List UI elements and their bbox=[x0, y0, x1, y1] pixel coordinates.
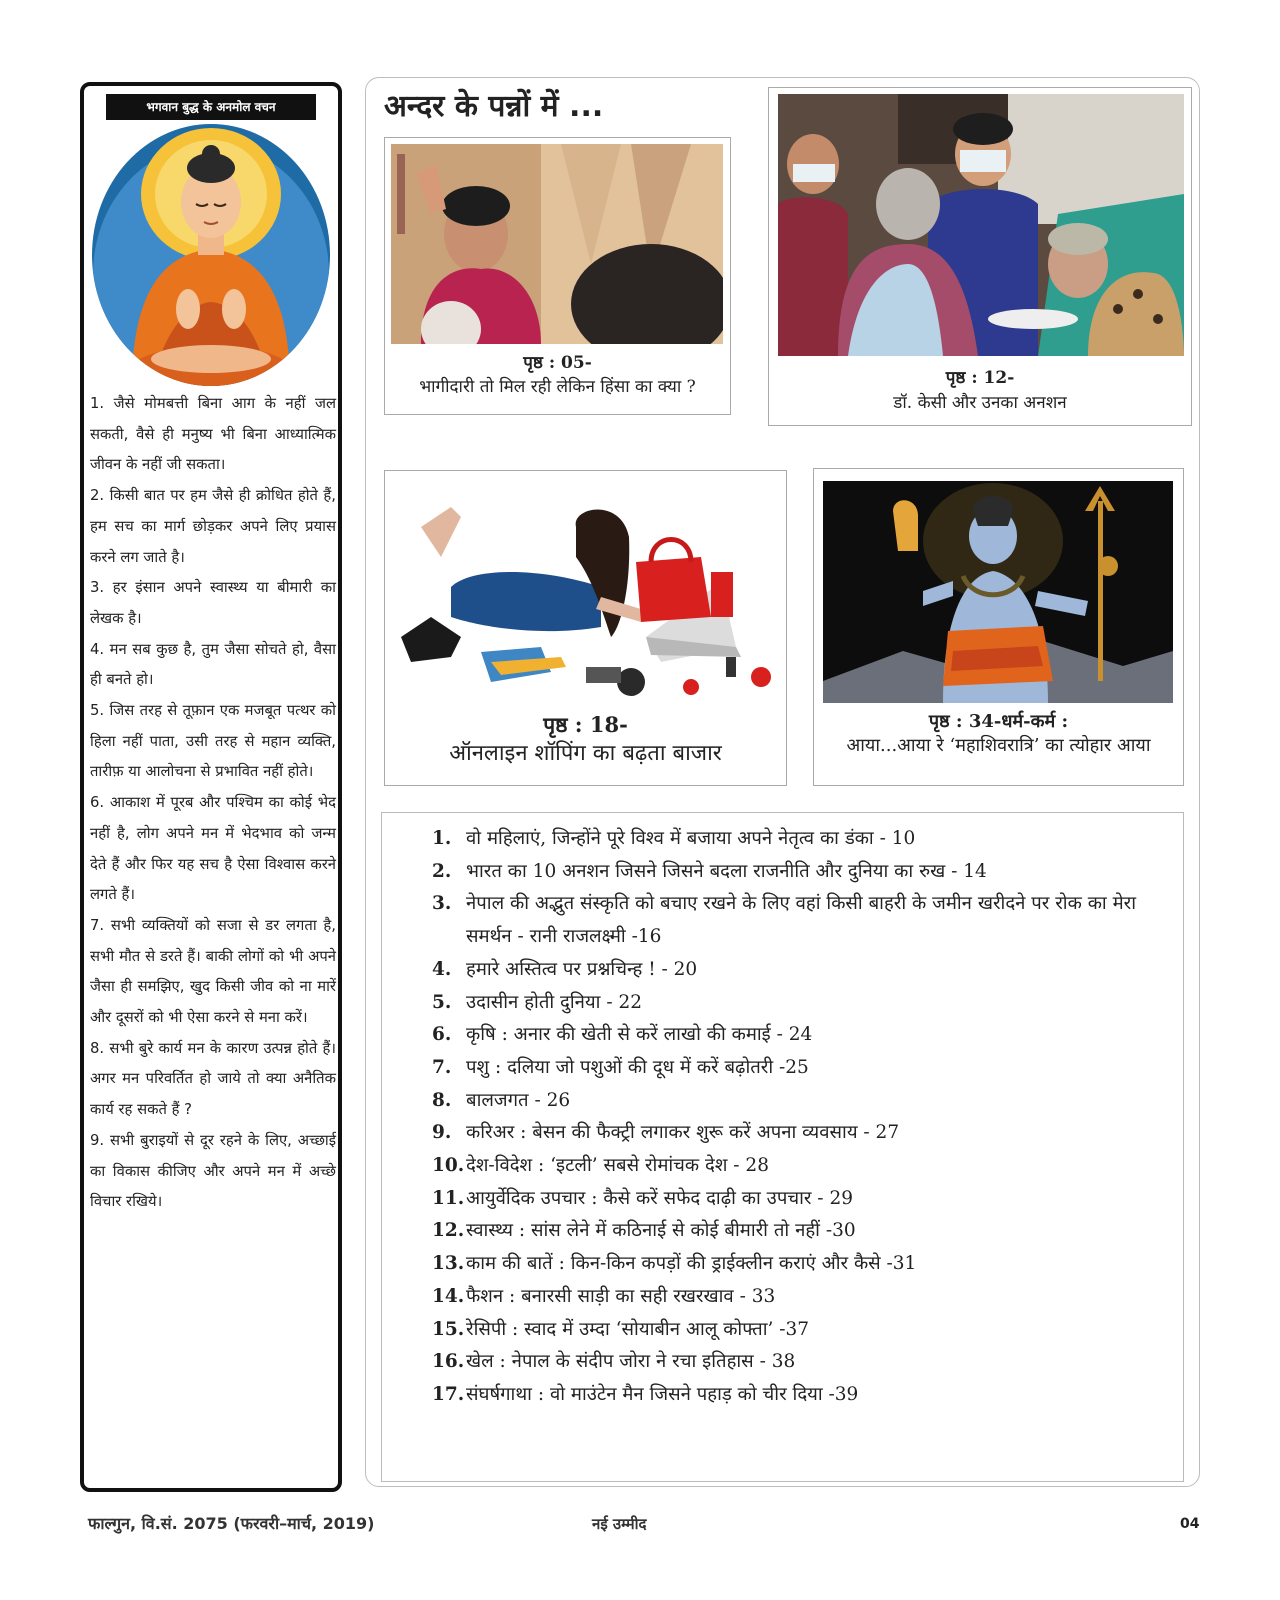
footer-page-number: 04 bbox=[1180, 1516, 1200, 1532]
buddha-image bbox=[92, 124, 330, 386]
contents-item[interactable] bbox=[432, 856, 1162, 889]
contents-item-number: 8. bbox=[432, 1089, 452, 1111]
footer-magazine-name: नई उम्मीद bbox=[592, 1515, 647, 1533]
contents-item-number: 14. bbox=[432, 1285, 465, 1307]
feature-page-label: पृष्ठ : 34-धर्म-कर्म : bbox=[928, 711, 1069, 732]
contents-item[interactable] bbox=[432, 1085, 1162, 1118]
contents-item[interactable] bbox=[432, 1248, 1162, 1281]
feature-card-page-18[interactable] bbox=[384, 470, 787, 786]
feature-card-page-05[interactable] bbox=[384, 137, 731, 415]
contents-box bbox=[381, 812, 1184, 1482]
contents-item[interactable] bbox=[432, 1183, 1162, 1216]
quotes-list bbox=[90, 389, 336, 1218]
contents-item-text: करिअर : बेसन की फैक्ट्री लगाकर शुरू करें अपना व्यवसाय - 27 bbox=[466, 1122, 900, 1144]
quote-item: 5. जिस तरह से तूफ़ान एक मजबूत पत्थर को हिला नहीं पाता, उसी तरह से महान व्यक्ति, तारीफ़ या आलोचना से प्रभावित नहीं होते। bbox=[90, 702, 336, 781]
contents-item-text: खेल : नेपाल के संदीप जोरा ने रचा इतिहास - 38 bbox=[466, 1351, 796, 1373]
contents-item-text: हमारे अस्तित्व पर प्रश्नचिन्ह ! - 20 bbox=[466, 958, 698, 980]
feature-title: भागीदारी तो मिल रही लेकिन हिंसा का क्या ? bbox=[419, 377, 696, 397]
contents-item-text: भारत का 10 अनशन जिसने जिसने बदला राजनीति और दुनिया का रुख - 14 bbox=[466, 860, 987, 882]
contents-item[interactable] bbox=[432, 1314, 1162, 1347]
contents-item-text: आयुर्वेदिक उपचार : कैसे करें सफेद दाढ़ी का उपचार - 29 bbox=[466, 1187, 853, 1209]
contents-item-number: 16. bbox=[432, 1351, 465, 1373]
contents-item-text: देश-विदेश : ‘इटली’ सबसे रोमांचक देश - 28 bbox=[466, 1155, 769, 1177]
contents-item[interactable] bbox=[432, 954, 1162, 987]
feature-title: डॉ. केसी और उनका अनशन bbox=[893, 393, 1067, 413]
contents-item-number: 11. bbox=[432, 1187, 465, 1209]
footer-issue-date: फाल्गुन, वि.सं. 2075 (फरवरी–मार्च, 2019) bbox=[88, 1514, 375, 1533]
feature-page-label: पृष्ठ : 05- bbox=[523, 353, 592, 373]
quote-item: 4. मन सब कुछ है, तुम जैसा सोचते हो, वैसा ही बनते हो। bbox=[90, 640, 336, 689]
quote-item: 8. सभी बुरे कार्य मन के कारण उत्पन्न होते हैं। अगर मन परिवर्तित हो जाये तो क्या अनैतिक कार्य रह सकते हैं ? bbox=[90, 1039, 336, 1119]
feature-page-label: पृष्ठ : 12- bbox=[945, 368, 1015, 388]
contents-item-text: रेसिपी : स्वाद में उम्दा ‘सोयाबीन आलू कोफ्ता’ -37 bbox=[466, 1318, 810, 1340]
contents-item[interactable] bbox=[432, 1052, 1162, 1085]
contents-item-text: बालजगत - 26 bbox=[466, 1089, 571, 1111]
contents-item-number: 5. bbox=[432, 991, 452, 1013]
contents-item-text: कृषि : अनार की खेती से करें लाखो की कमाई - 24 bbox=[466, 1024, 813, 1046]
contents-item-number: 15. bbox=[432, 1318, 465, 1340]
contents-item-number: 9. bbox=[432, 1122, 452, 1144]
contents-item-text: फैशन : बनारसी साड़ी का सही रखरखाव - 33 bbox=[466, 1285, 776, 1307]
contents-item[interactable] bbox=[432, 1215, 1162, 1248]
contents-item[interactable] bbox=[432, 1150, 1162, 1183]
contents-item[interactable] bbox=[432, 1281, 1162, 1314]
feature-image-hunger-strike bbox=[778, 94, 1184, 356]
quote-item: 6. आकाश में पूरब और पश्चिम का कोई भेद नहीं है, लोग अपने मन में भेदभाव को जन्म देते हैं और फिर यह सच है ऐसा विश्वास करने लगते हैं। bbox=[90, 794, 336, 904]
quote-item: 7. सभी व्यक्तियों को सजा से डर लगता है, सभी मौत से डरते हैं। बाकी लोगों को भी अपने जैसा ही समझिए, खुद किसी जीव को ना मारें और दूसरों को भी ऐसा करने से मना करें। bbox=[90, 916, 336, 1027]
contents-item-text: नेपाल की अद्भुत संस्कृति को बचाए रखने के लिए वहां किसी बाहरी के जमीन खरीदने पर रोक का मेरा समर्थन - रानी राजलक्ष्मी -16 bbox=[466, 893, 1136, 948]
contents-item-number: 3. bbox=[432, 893, 452, 915]
contents-item-text: काम की बातें : किन-किन कपड़ों की ड्राईक्लीन कराएं और कैसे -31 bbox=[466, 1253, 917, 1275]
inside-pages-title: अन्दर के पन्नों में ... bbox=[384, 89, 604, 124]
quote-item: 9. सभी बुराइयों से दूर रहने के लिए, अच्छाई का विकास कीजिए और अपने मन में अच्छे विचार रखिये। bbox=[90, 1131, 336, 1211]
feature-image-online-shopping bbox=[391, 477, 781, 711]
quote-item: 3. हर इंसान अपने स्वास्थ्य या बीमारी का लेखक है। bbox=[90, 579, 336, 627]
contents-item-number: 12. bbox=[432, 1220, 465, 1242]
contents-item[interactable] bbox=[432, 823, 1162, 856]
quote-item: 2. किसी बात पर हम जैसे ही क्रोधित होते हैं, हम सच का मार्ग छोड़कर अपने लिए प्रयास करने लग जाते है। bbox=[90, 487, 336, 566]
contents-item-number: 2. bbox=[432, 860, 452, 882]
feature-title: ऑनलाइन शॉपिंग का बढ़ता बाजार bbox=[449, 741, 722, 766]
feature-card-page-12[interactable] bbox=[768, 87, 1192, 426]
contents-item-number: 4. bbox=[432, 958, 452, 980]
contents-item[interactable] bbox=[432, 1379, 1162, 1412]
sidebar-heading: भगवान बुद्ध के अनमोल वचन bbox=[106, 94, 316, 120]
contents-item[interactable] bbox=[432, 1346, 1162, 1379]
contents-item-text: स्वास्थ्य : सांस लेने में कठिनाई से कोई बीमारी तो नहीं -30 bbox=[466, 1220, 856, 1242]
feature-page-label: पृष्ठ : 18- bbox=[543, 712, 628, 737]
contents-item-number: 1. bbox=[432, 828, 452, 849]
contents-item[interactable] bbox=[432, 1019, 1162, 1052]
contents-item-number: 7. bbox=[432, 1056, 452, 1078]
feature-image-lord-shiva bbox=[823, 481, 1173, 703]
contents-item[interactable] bbox=[432, 1117, 1162, 1150]
contents-item-text: पशु : दलिया जो पशुओं की दूध में करें बढ़ोतरी -25 bbox=[466, 1056, 809, 1078]
contents-item-number: 17. bbox=[432, 1383, 465, 1405]
feature-card-page-34[interactable] bbox=[813, 468, 1184, 786]
contents-item-text: संघर्षगाथा : वो माउंटेन मैन जिसने पहाड़ को चीर दिया -39 bbox=[466, 1383, 859, 1405]
contents-item[interactable] bbox=[432, 888, 1162, 953]
feature-title: आया...आया रे ‘महाशिवरात्रि’ का त्योहार आया bbox=[846, 735, 1151, 756]
contents-item[interactable] bbox=[432, 987, 1162, 1020]
contents-list bbox=[432, 823, 1162, 1412]
quote-item: 1. जैसे मोमबत्ती बिना आग के नहीं जल सकती, वैसे ही मनुष्य भी बिना आध्यात्मिक जीवन के नहीं जी सकता। bbox=[90, 395, 336, 474]
sidebar-quotes-box bbox=[80, 82, 342, 1492]
contents-item-number: 6. bbox=[432, 1024, 452, 1046]
contents-item-text: वो महिलाएं, जिन्होंने पूरे विश्व में बजाया अपने नेतृत्व का डंका - 10 bbox=[466, 828, 916, 849]
contents-item-number: 10. bbox=[432, 1155, 465, 1177]
contents-item-number: 13. bbox=[432, 1253, 465, 1275]
feature-image-politics bbox=[391, 144, 723, 344]
contents-item-text: उदासीन होती दुनिया - 22 bbox=[466, 991, 642, 1013]
